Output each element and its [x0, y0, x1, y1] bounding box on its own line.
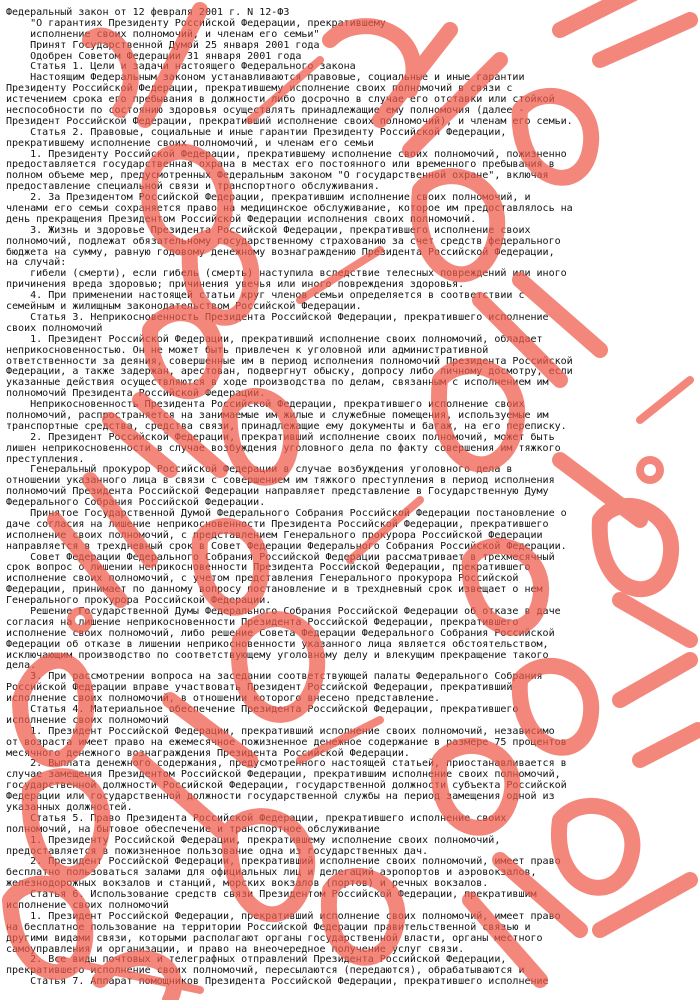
text-line: Неприкосновенность Президента Российской Федерации, прекратившего исполнение своих — [6, 399, 525, 411]
text-line: "О гарантиях Президенту Российской Федерации, прекратившему — [6, 17, 386, 29]
text-line: лишен неприкосновенности в случае возбуждения уголовного дела по факту совершения им тяжкого — [6, 442, 561, 454]
text-line: полном объеме мер, предусмотренных Федеральным законом "О государственной охране", включая — [6, 170, 549, 182]
text-line: Генеральный прокурор Российской Федерации в случае возбуждения уголовного дела в — [6, 464, 513, 476]
text-line: ответственности за деяния, совершенные им в период исполнения полномочий Президента Российской — [6, 355, 573, 367]
text-line: Принят Государственной Думой 25 января 2001 года — [6, 39, 320, 51]
text-line: предоставление специальной связи и транспортного обслуживания. — [6, 181, 380, 193]
text-line: полномочий, подлежат обязательному государственному страхованию за счет средств федерального — [6, 235, 561, 247]
text-line: Статья 6. Использование средств связи Президентом Российской Федерации, прекратившим — [6, 889, 537, 901]
text-line: Федерации об отказе в лишении неприкосновенности указанного лица является обстоятельством, — [6, 638, 549, 650]
text-line: случае замещения Президентом Российской Федерации, прекратившим исполнение своих полномочий, — [6, 769, 561, 781]
text-line: направляется в трехдневный срок в Совет Федерации Федерального Собрания Российской Федерации. — [6, 540, 567, 552]
text-line: даче согласия на лишение неприкосновенности Президента Российской Федерации, прекратившего — [6, 518, 549, 530]
text-line: исполнение своих полномочий, в отношении которого внесено представление. — [6, 693, 441, 705]
text-line: Президенту Российской Федерации, прекратившему исполнение своих полномочий в связи с — [6, 83, 513, 95]
text-line: Статья 3. Неприкосновенность Президента Российской Федерации, прекратившего исполнение — [6, 311, 549, 323]
text-line: указанные действия осуществляются в ходе производства по делам, связанным с исполнением им — [6, 377, 549, 389]
text-line: полномочий Президента Российской Федерации. — [6, 388, 266, 400]
text-line: предоставляется государственная охрана в местах его постоянного или временного пребывания в — [6, 159, 555, 171]
text-line: Статья 5. Право Президента Российской Федерации, прекратившего исполнение своих — [6, 812, 507, 824]
text-line: исполнение своих полномочий — [6, 714, 169, 726]
text-line: 1. Президенту Российской Федерации, прекратившему исполнение своих полномочий, — [6, 834, 501, 846]
text-line: семейным и жилищным законодательством Российской Федерации. — [6, 301, 362, 313]
text-line: членами его семьи сохраняется право на медицинское обслуживание, которое им предоставлялось на — [6, 203, 573, 215]
text-line: Статья 4. Материальное обеспечение Президента Российской Федерации, прекратившего — [6, 704, 519, 715]
text-line: Настоящим Федеральным законом устанавливаются правовые, социальные и иные гарантии — [6, 72, 525, 84]
text-line: Совет Федерации Федерального Собрания Российской Федерации рассматривает в трехмесячный — [6, 551, 555, 563]
text-line: 1. Президент Российской Федерации, прекративший исполнение своих полномочий, независимо — [6, 725, 555, 737]
document-text — [6, 8, 694, 988]
text-line: транспортные средства, средства связи, принадлежащие ему документы и багаж, на его переписку. — [6, 420, 567, 432]
text-line: своих полномочий — [6, 322, 103, 334]
text-line: неприкосновенностью. Он не может быть привлечен к уголовной или административной — [6, 344, 489, 356]
text-line: дела. — [6, 660, 37, 672]
text-line: истечением срока его пребывания в должности либо досрочно в случае его отставки или стойкой — [6, 94, 555, 106]
text-line: бюджета на сумму, равную годовому денежному вознаграждению Президента Российской Федерации, — [6, 246, 555, 258]
text-line: Статья 7. Аппарат помощников Президента Российской Федерации, прекратившего исполнение — [6, 976, 549, 988]
text-line: исполнение своих полномочий — [6, 900, 169, 912]
text-line: прекратившему исполнение своих полномочий, и членам его семьи — [6, 137, 374, 149]
text-line: на бесплатное пользование на территории Российской Федерации правительственной связью и — [6, 921, 531, 933]
text-line: на случай: — [6, 257, 67, 269]
text-line: Принятое Государственной Думой Федерального Собрания Российской Федерации постановление о — [6, 507, 567, 519]
text-line: 2. Президент Российской Федерации, прекративший исполнение своих полномочий, может быть — [6, 431, 555, 443]
text-line: Генерального прокурора Российской Федерации. — [6, 595, 272, 607]
text-line: указанных должностей. — [6, 802, 133, 814]
text-line: срок вопрос о лишении неприкосновенности Президента Российской Федерации, прекратившего — [6, 562, 531, 574]
text-line: Одобрен Советом Федерации 31 января 2001 года — [6, 50, 302, 62]
text-line: 1. Президент Российской Федерации, прекративший исполнение своих полномочий, имеет право — [6, 910, 561, 922]
text-line: 2. Выплата денежного содержания, предусмотренного настоящей статьей, приостанавливается в — [6, 758, 567, 770]
text-line: Федерального Собрания Российской Федерации. — [6, 497, 266, 509]
text-line: прекратившего исполнение своих полномочий, пересылаются (передаются), обрабатываются и — [6, 965, 525, 977]
text-line: Решение Государственной Думы Федерального Собрания Российской Федерации об отказе в даче — [6, 605, 561, 617]
text-line: 2. За Президентом Российской Федерации, прекратившим исполнение своих полномочий, и — [6, 192, 531, 204]
text-line: Российской Федерации вправе участвовать Президент Российской Федерации, прекративший — [6, 682, 513, 694]
text-line: месячного денежного вознаграждения Президента Российской Федерации. — [6, 747, 410, 759]
text-line: исполнение своих полномочий, с представлением Генерального прокурора Российской Федерации — [6, 529, 543, 541]
text-line: 3. При рассмотрении вопроса на заседании соответствующей палаты Федерального Собрания — [6, 671, 543, 683]
text-line: исполнение своих полномочий, либо решение Совета Федерации Федерального Собрания Российской — [6, 627, 555, 639]
text-line: полномочий, на бытовое обеспечение и транспортное обслуживание — [6, 823, 380, 835]
text-line: 4. При применении настоящей статьи круг членов семьи определяется в соответствии с — [6, 290, 525, 302]
text-line: отношении указанного лица в связи с совершением им тяжкого преступления в период исполнения — [6, 475, 555, 487]
text-line: Федерации, а также задержан, арестован, подвергнут обыску, допросу либо личному досмотру, если — [6, 366, 573, 378]
text-line: Федерации или государственной должности государственной службы на период замещения одной из — [6, 791, 555, 803]
text-line: самоуправления и организации, и право на внеочередное получение услуг связи. — [6, 943, 465, 955]
text-line: преступления. — [6, 453, 85, 465]
text-line: полномочий Президента Российской Федерации направляет представление в Государственную Думу — [6, 486, 549, 498]
text-line: исключающим производство по соответствующему уголовному делу и влекущим прекращение такого — [6, 649, 549, 661]
text-line: Статья 1. Цели и задачи настоящего Федерального закона — [6, 61, 356, 73]
text-line: бесплатно пользоваться залами для официальных лиц и делегаций аэропортов и аэровокзалов, — [6, 867, 537, 879]
text-line: Федерации, принимает по данному вопросу постановление и в трехдневный срок извещает о нем — [6, 584, 543, 596]
text-line: предоставляется в пожизненное пользование одна из государственных дач. — [6, 845, 429, 857]
text-line: Федеральный закон от 12 февраля 2001 г. N 12-ФЗ — [6, 7, 290, 18]
text-line: Статья 2. Правовые, социальные и иные гарантии Президенту Российской Федерации, — [6, 126, 507, 138]
text-line: полномочий, распространяется на занимаемые им жилые и служебные помещения, используемые им — [6, 409, 549, 421]
text-line: Президент Российской Федерации, прекративший исполнение своих полномочий), и членам его семьи. — [6, 115, 573, 127]
text-line: день прекращения Президентом Российской Федерации исполнения своих полномочий. — [6, 213, 477, 225]
text-line: 2. Все виды почтовых и телеграфных отправлений Президента Российской Федерации, — [6, 954, 507, 966]
text-line: 3. Жизнь и здоровье Президента Российской Федерации, прекратившего исполнение своих — [6, 224, 531, 236]
text-line: 1. Президенту Российской Федерации, прекратившему исполнение своих полномочий, пожизненно — [6, 148, 567, 160]
text-line: причинения вреда здоровью; причинения увечья или иного повреждения здоровья. — [6, 279, 465, 291]
text-line: гибели (смерти), если гибель (смерть) наступила вследствие телесных повреждений или иного — [6, 268, 567, 280]
text-line: исполнение своих полномочий, с учетом представления Генерального прокурора Российской — [6, 573, 519, 585]
text-line: неспособности по состоянию здоровья осуществлять принадлежащие ему полномочия (далее - — [6, 105, 525, 117]
text-line: 2. Президент Российской Федерации, прекративший исполнение своих полномочий, имеет право — [6, 856, 561, 868]
text-line: другими видами связи, которыми располагают органы государственной власти, органы местного — [6, 932, 543, 944]
text-line: от возраста имеет право на ежемесячное пожизненное денежное содержание в размере 75 процентов — [6, 736, 567, 748]
text-line: государственной должности Российской Федерации, государственной должности субъекта Российской — [6, 780, 567, 792]
text-line: железнодорожных вокзалов и станций, морских вокзалов (портов) и речных вокзалов. — [6, 878, 489, 890]
text-line: согласия на лишение неприкосновенности Президента Российской Федерации, прекратившего — [6, 616, 519, 628]
text-line: 1. Президент Российской Федерации, прекративший исполнение своих полномочий, обладает — [6, 333, 543, 345]
text-line: исполнение своих полномочий, и членам его семьи" — [6, 28, 320, 40]
